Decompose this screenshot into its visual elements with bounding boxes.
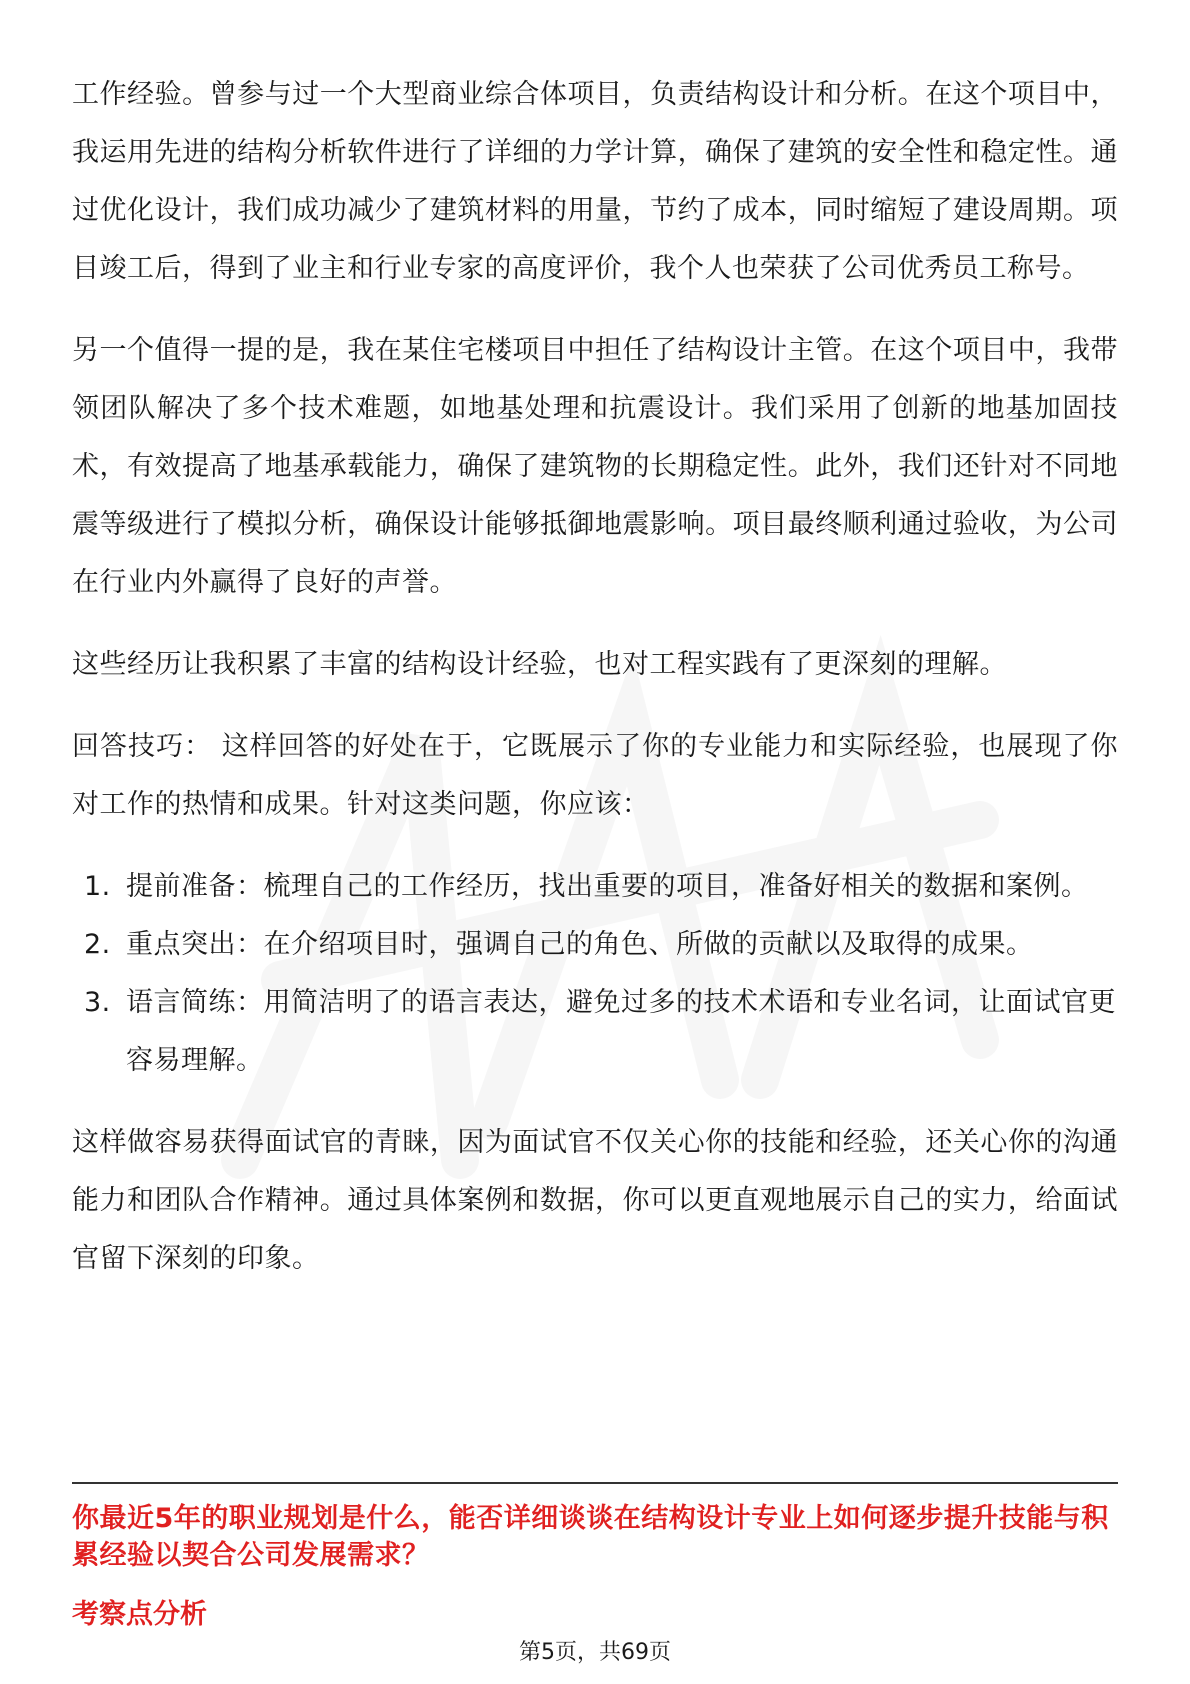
paragraph-summary: 这些经历让我积累了丰富的结构设计经验，也对工程实践有了更深刻的理解。: [72, 649, 1007, 680]
list-item-text: 提前准备：梳理自己的工作经历，找出重要的项目，准备好相关的数据和案例。: [126, 871, 1089, 902]
list-number: 1.: [84, 871, 111, 902]
list-item: [72, 974, 1118, 1090]
list-item-text: 重点突出：在介绍项目时，强调自己的角色、所做的贡献以及取得的成果。: [126, 929, 1034, 960]
list-item-text: 语言简练：用简洁明了的语言表达，避免过多的技术术语和专业名词，让面试官更容易理解。: [126, 987, 1116, 1076]
paragraph-work-experience: 工作经验。曾参与过一个大型商业综合体项目，负责结构设计和分析。在这个项目中，我运用先进的结构分析软件进行了详细的力学计算，确保了建筑的安全性和稳定性。通过优化设计，我们成功减少了建筑材料的用量，节约了成本，同时缩短了建设周期。项目竣工后，得到了业主和行业专家的高度评价，我个人也荣获了公司优秀员工称号。: [72, 79, 1118, 284]
list-number: 2.: [84, 929, 111, 960]
tips-list: [72, 858, 1118, 1090]
paragraph-residential-project: 另一个值得一提的是，我在某住宅楼项目中担任了结构设计主管。在这个项目中，我带领团队解决了多个技术难题，如地基处理和抗震设计。我们采用了创新的地基加固技术，有效提高了地基承载能力，确保了建筑物的长期稳定性。此外，我们还针对不同地震等级进行了模拟分析，确保设计能够抵御地震影响。项目最终顺利通过验收，为公司在行业内外赢得了良好的声誉。: [72, 335, 1118, 598]
main-content: [72, 66, 1118, 1312]
page-footer: 第5页，共69页: [519, 1640, 671, 1665]
list-item: [72, 858, 1118, 916]
paragraph-closing: 这样做容易获得面试官的青睐，因为面试官不仅关心你的技能和经验，还关心你的沟通能力和团队合作精神。通过具体案例和数据，你可以更直观地展示自己的实力，给面试官留下深刻的印象。: [72, 1127, 1118, 1274]
list-item: [72, 916, 1118, 974]
list-number: 3.: [84, 987, 111, 1018]
interview-question: 你最近5年的职业规划是什么，能否详细谈谈在结构设计专业上如何逐步提升技能与积累经验以契合公司发展需求？: [72, 1503, 1109, 1571]
section-title: 考察点分析: [72, 1599, 207, 1630]
section-divider: [72, 1482, 1118, 1484]
paragraph-answer-tips: 回答技巧： 这样回答的好处在于，它既展示了你的专业能力和实际经验，也展现了你对工作的热情和成果。针对这类问题，你应该：: [72, 731, 1118, 820]
